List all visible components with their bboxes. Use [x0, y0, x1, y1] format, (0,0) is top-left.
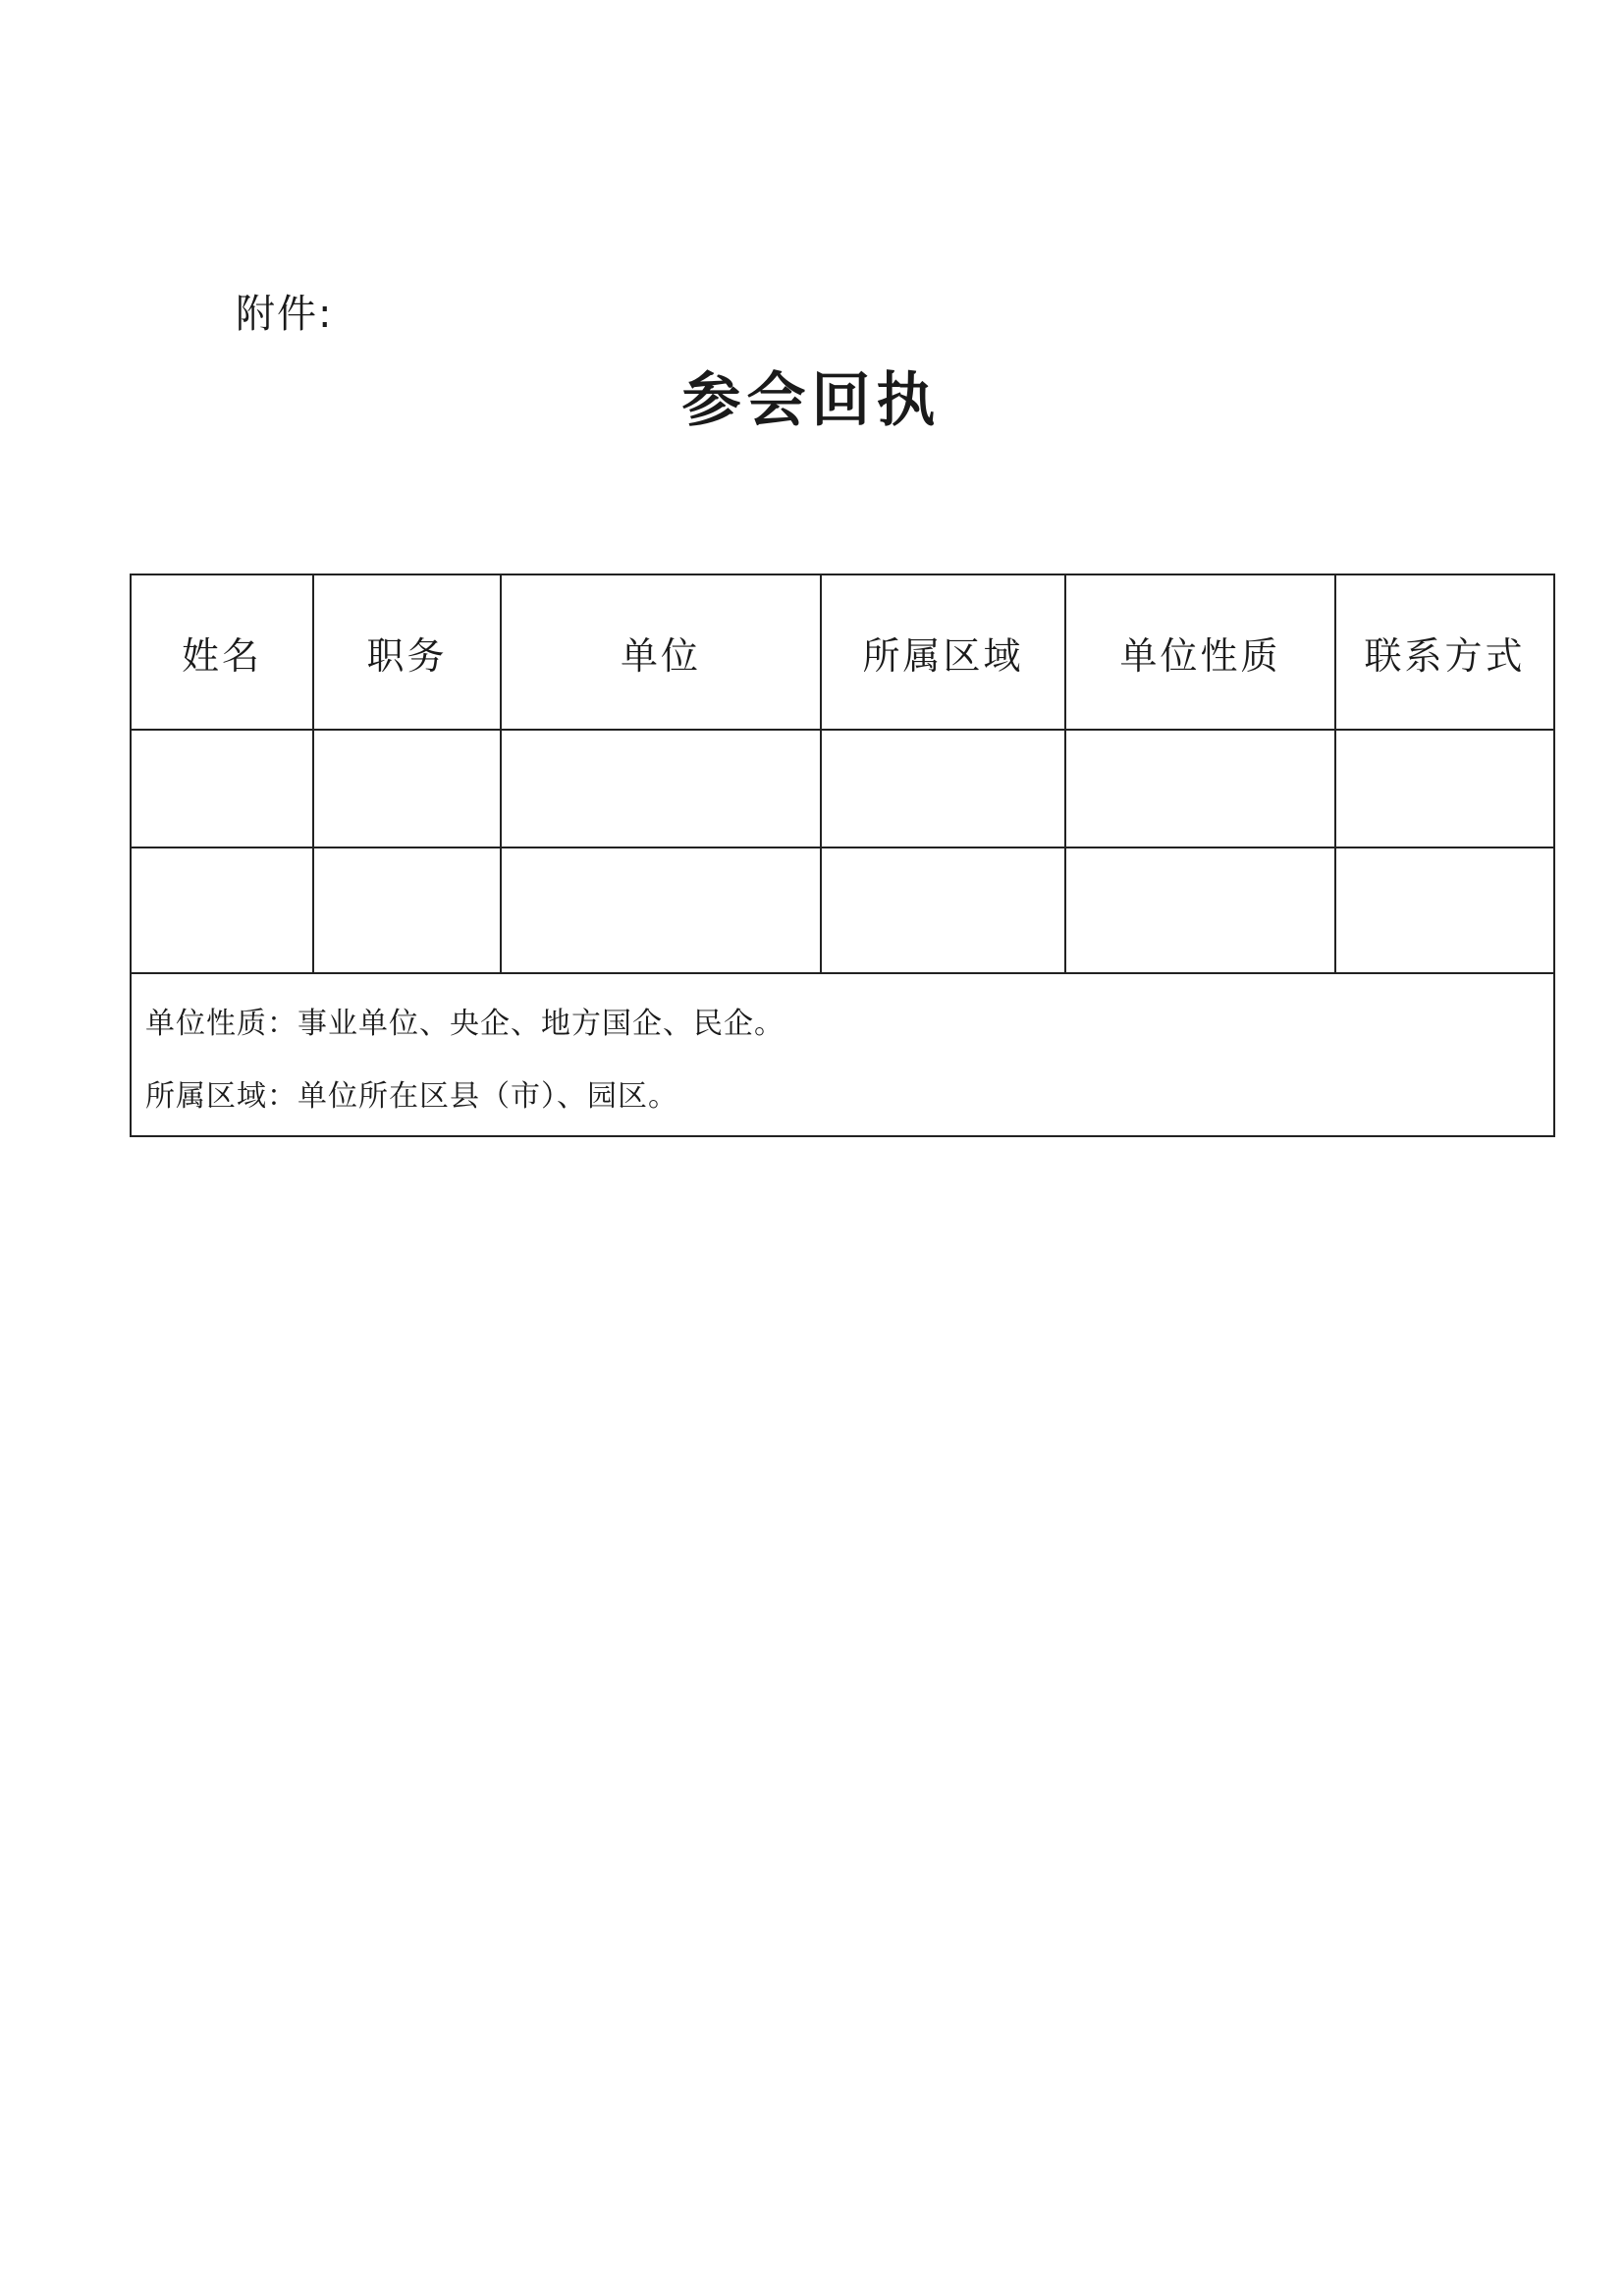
table-cell-contact[interactable] [1335, 730, 1554, 847]
table-cell-organization-type[interactable] [1065, 847, 1335, 973]
column-header-organization: 单位 [501, 574, 821, 730]
table-row [131, 847, 1554, 973]
column-header-organization-type: 单位性质 [1065, 574, 1335, 730]
table-header-row [131, 574, 1554, 730]
notes-cell [131, 973, 1554, 1136]
table-cell-region[interactable] [821, 847, 1065, 973]
column-header-name: 姓名 [131, 574, 313, 730]
notes-row [131, 973, 1554, 1136]
note-region: 所属区域：单位所在区县（市）、园区。 [145, 1079, 678, 1114]
attachment-label: 附件: [236, 292, 334, 337]
table-cell-organization-type[interactable] [1065, 730, 1335, 847]
table-cell-position[interactable] [313, 730, 501, 847]
table-cell-name[interactable] [131, 730, 313, 847]
table-cell-region[interactable] [821, 730, 1065, 847]
table-cell-name[interactable] [131, 847, 313, 973]
table-cell-contact[interactable] [1335, 847, 1554, 973]
receipt-table [130, 574, 1555, 1137]
table-cell-organization[interactable] [501, 847, 821, 973]
column-header-region: 所属区域 [821, 574, 1065, 730]
table-cell-position[interactable] [313, 847, 501, 973]
document-title: 参会回执 [681, 366, 942, 435]
column-header-position: 职务 [313, 574, 501, 730]
table-cell-organization[interactable] [501, 730, 821, 847]
column-header-contact: 联系方式 [1335, 574, 1554, 730]
table-row [131, 730, 1554, 847]
note-organization-type: 单位性质：事业单位、央企、地方国企、民企。 [145, 1007, 784, 1041]
